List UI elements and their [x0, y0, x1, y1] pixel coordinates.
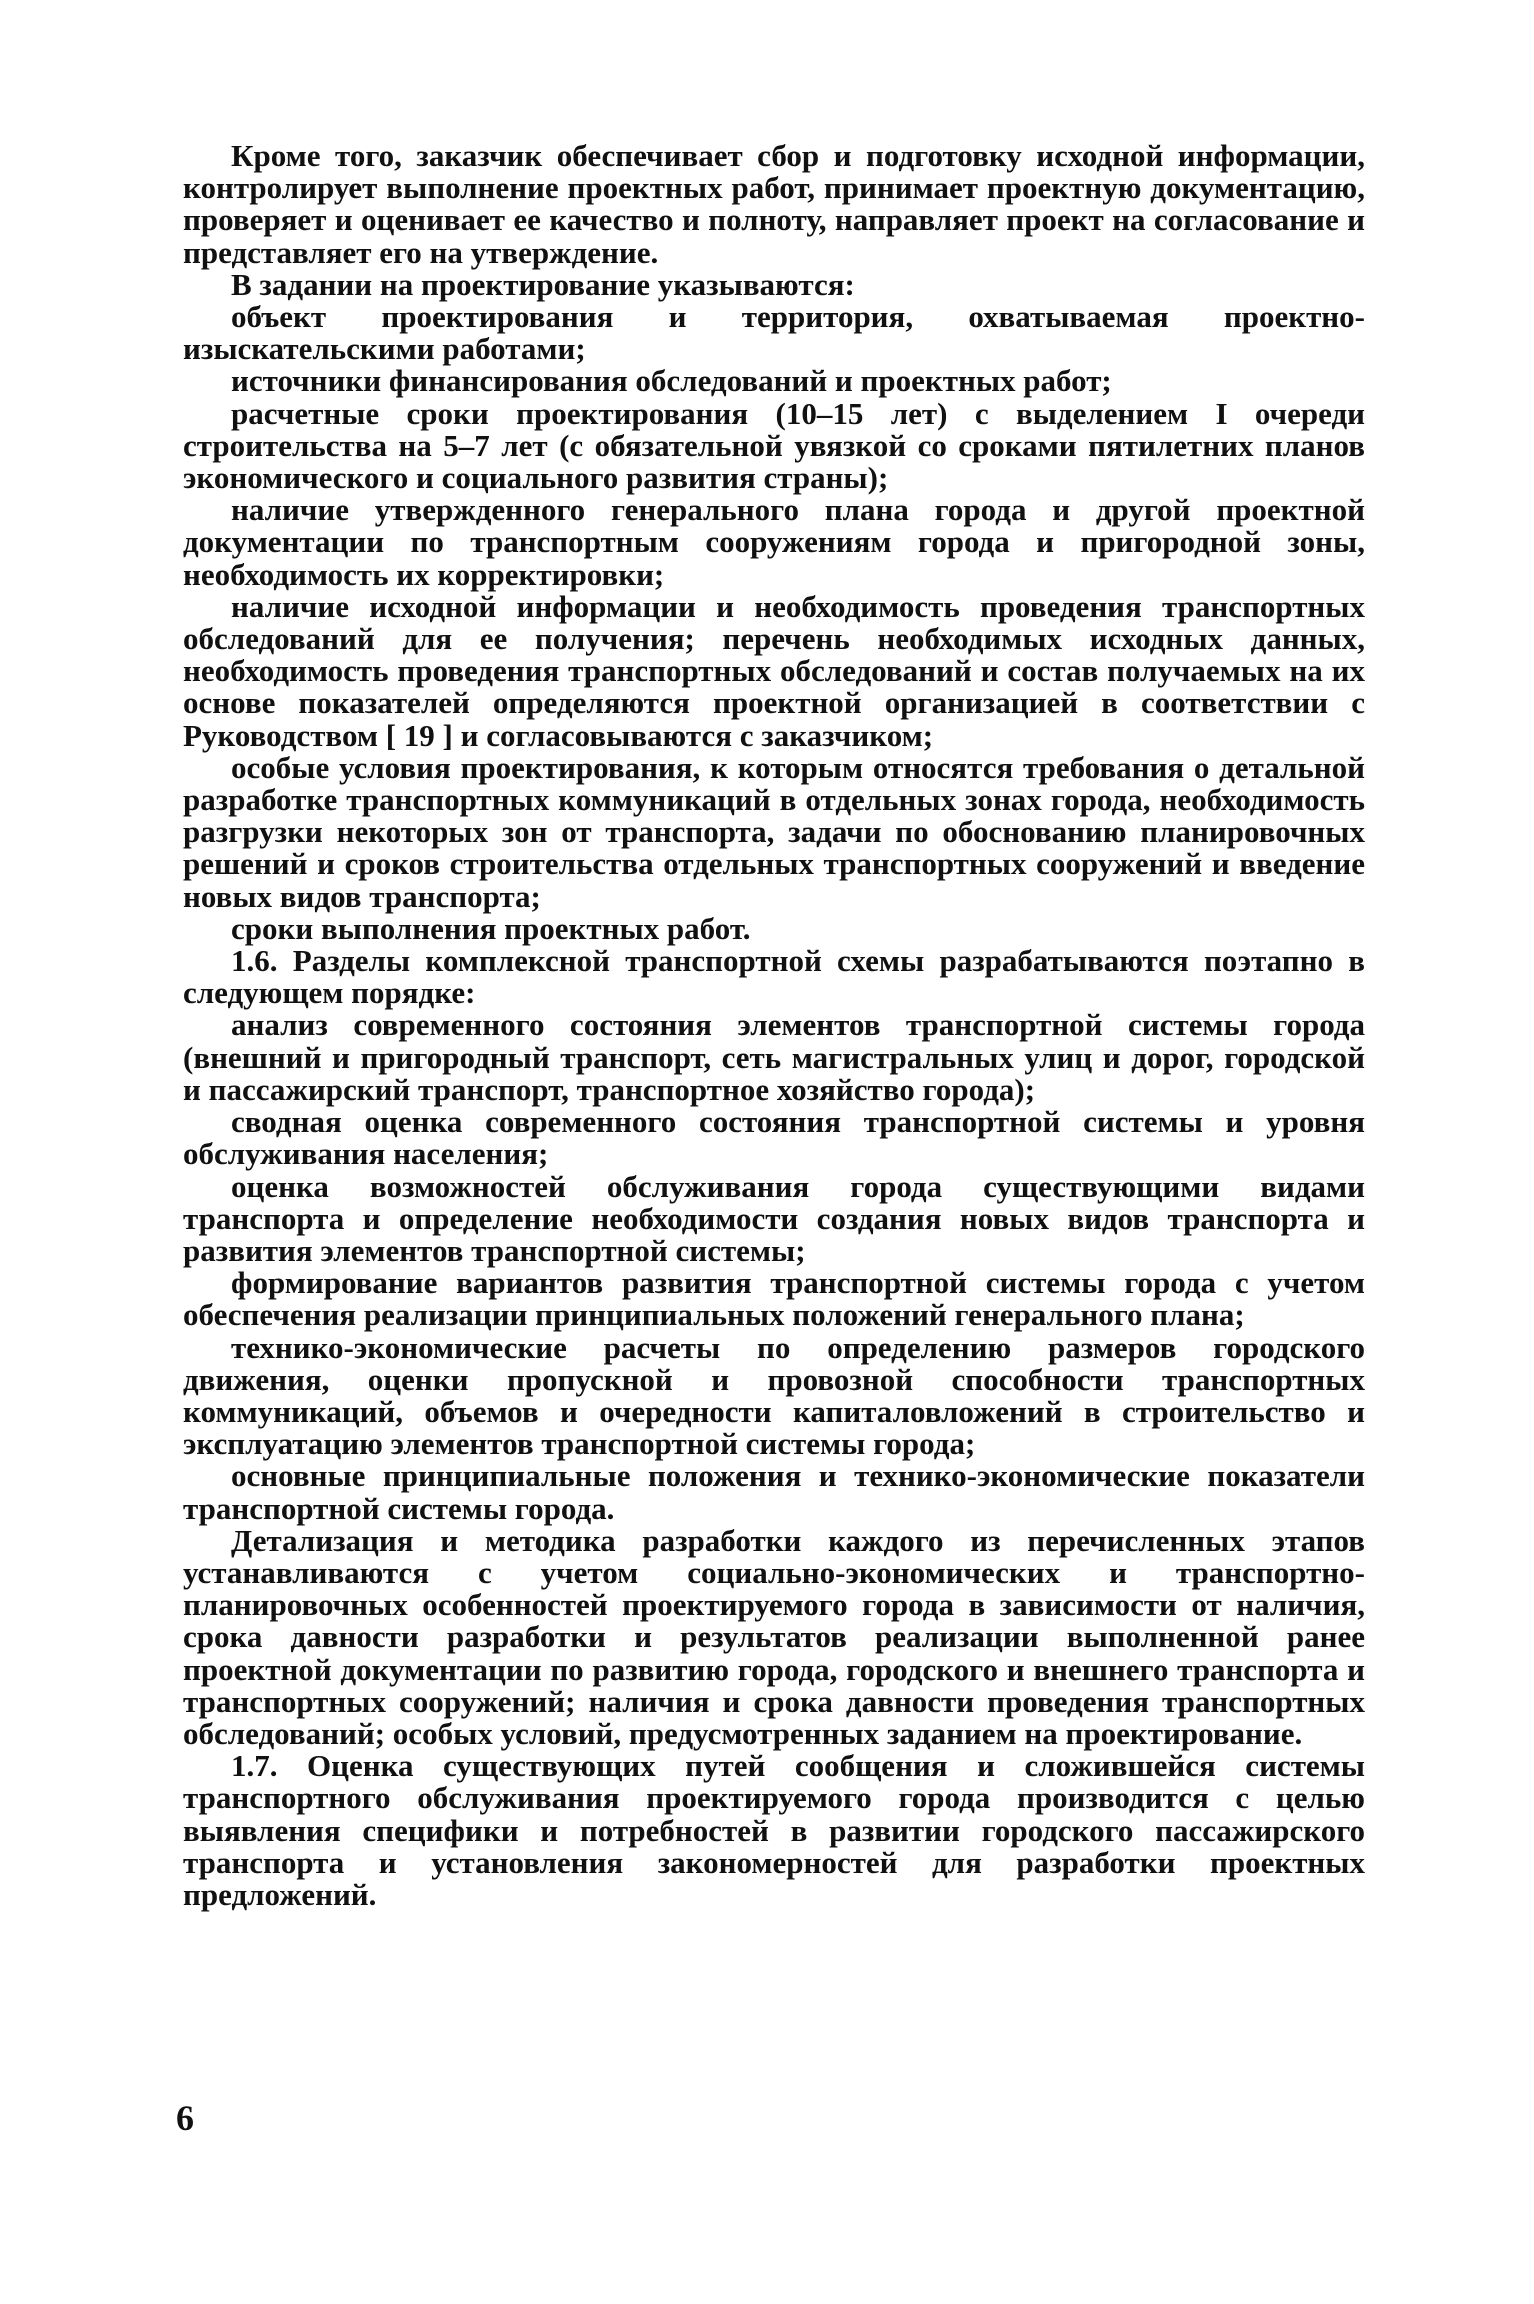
list-item: объект проектирования и территория, охватываемая проектно-изыскательскими работами; [183, 299, 1365, 367]
list-item: наличие утвержденного генерального плана города и другой проектной документации по транспортным сооружениям города и пригородной зоны, необходимость их корректировки; [183, 492, 1365, 592]
section-1-6-heading: 1.6. Разделы комплексной транспортной схемы разрабатываются поэтапно в следующем порядке: [183, 943, 1365, 1011]
list-item: оценка возможностей обслуживания города существующими видами транспорта и определение необходимости создания новых видов транспорта и развития элементов транспортной системы; [183, 1168, 1365, 1268]
paragraph-task-intro: В задании на проектирование указываются: [231, 266, 855, 302]
list-item: источники финансирования обследований и проектных работ; [231, 363, 1112, 399]
list-item: наличие исходной информации и необходимость проведения транспортных обследований для ее получения; перечень необходимых исходных данных, необходимость проведения транспортных обследований и состав получаемых на их основе показателей определяются проектной организацией в соответствии с Руководством [ 19 ] и согласовываются с заказчиком; [183, 588, 1365, 753]
page-number: 6 [176, 2098, 194, 2138]
list-item: сроки выполнения проектных работ. [231, 910, 751, 946]
list-item: технико-экономические расчеты по определению размеров городского движения, оценки пропускной и провозной способности транспортных коммуникаций, объемов и очередности капиталовложений в строительство и эксплуатацию элементов транспортной системы города; [183, 1329, 1365, 1462]
section-1-7-paragraph: 1.7. Оценка существующих путей сообщения и сложившейся системы транспортного обслуживания проектируемого города производится с целью выявления специфики и потребностей в развитии городского пассажирского транспорта и установления закономерностей для разработки проектных предложений. [183, 1748, 1365, 1912]
list-item: формирование вариантов развития транспортной системы города с учетом обеспечения реализации принципиальных положений генерального плана; [183, 1265, 1365, 1333]
list-item: расчетные сроки проектирования (10–15 лет) с выделением I очереди строительства на 5–7 лет (с обязательной увязкой со сроками пятилетних планов экономического и социального развития страны); [183, 395, 1365, 496]
paragraph-detailing: Детализация и методика разработки каждого из перечисленных этапов устанавливаются с учетом социально-экономических и транспортно-планировочных особенностей проектируемого города в зависимости от наличия, срока давности разработки и результатов реализации выполненной ранее проектной документации по развитию города, городского и внешнего транспорта и транспортных сооружений; наличия и срока давности проведения транспортных обследований; особых условий, предусмотренных заданием на проектирование. [183, 1522, 1365, 1751]
body-text [183, 140, 1365, 1911]
list-item: сводная оценка современного состояния транспортной системы и уровня обслуживания населения; [183, 1104, 1365, 1172]
list-item: анализ современного состояния элементов транспортной системы города (внешний и пригородный транспорт, сеть магистральных улиц и дорог, городской и пассажирский транспорт, транспортное хозяйство города); [183, 1007, 1365, 1107]
list-item: основные принципиальные положения и технико-экономические показатели транспортной системы города. [183, 1458, 1365, 1526]
paragraph-customer-duties: Кроме того, заказчик обеспечивает сбор и подготовку исходной информации, контролирует выполнение проектных работ, принимает проектную документацию, проверяет и оценивает ее качество и полноту, направляет проект на согласование и представляет его на утверждение. [183, 138, 1365, 270]
list-item: особые условия проектирования, к которым относятся требования о детальной разработке транспортных коммуникаций в отдельных зонах города, необходимость разгрузки некоторых зон от транспорта, задачи по обоснованию планировочных решений и сроков строительства отдельных транспортных сооружений и введение новых видов транспорта; [183, 749, 1365, 914]
